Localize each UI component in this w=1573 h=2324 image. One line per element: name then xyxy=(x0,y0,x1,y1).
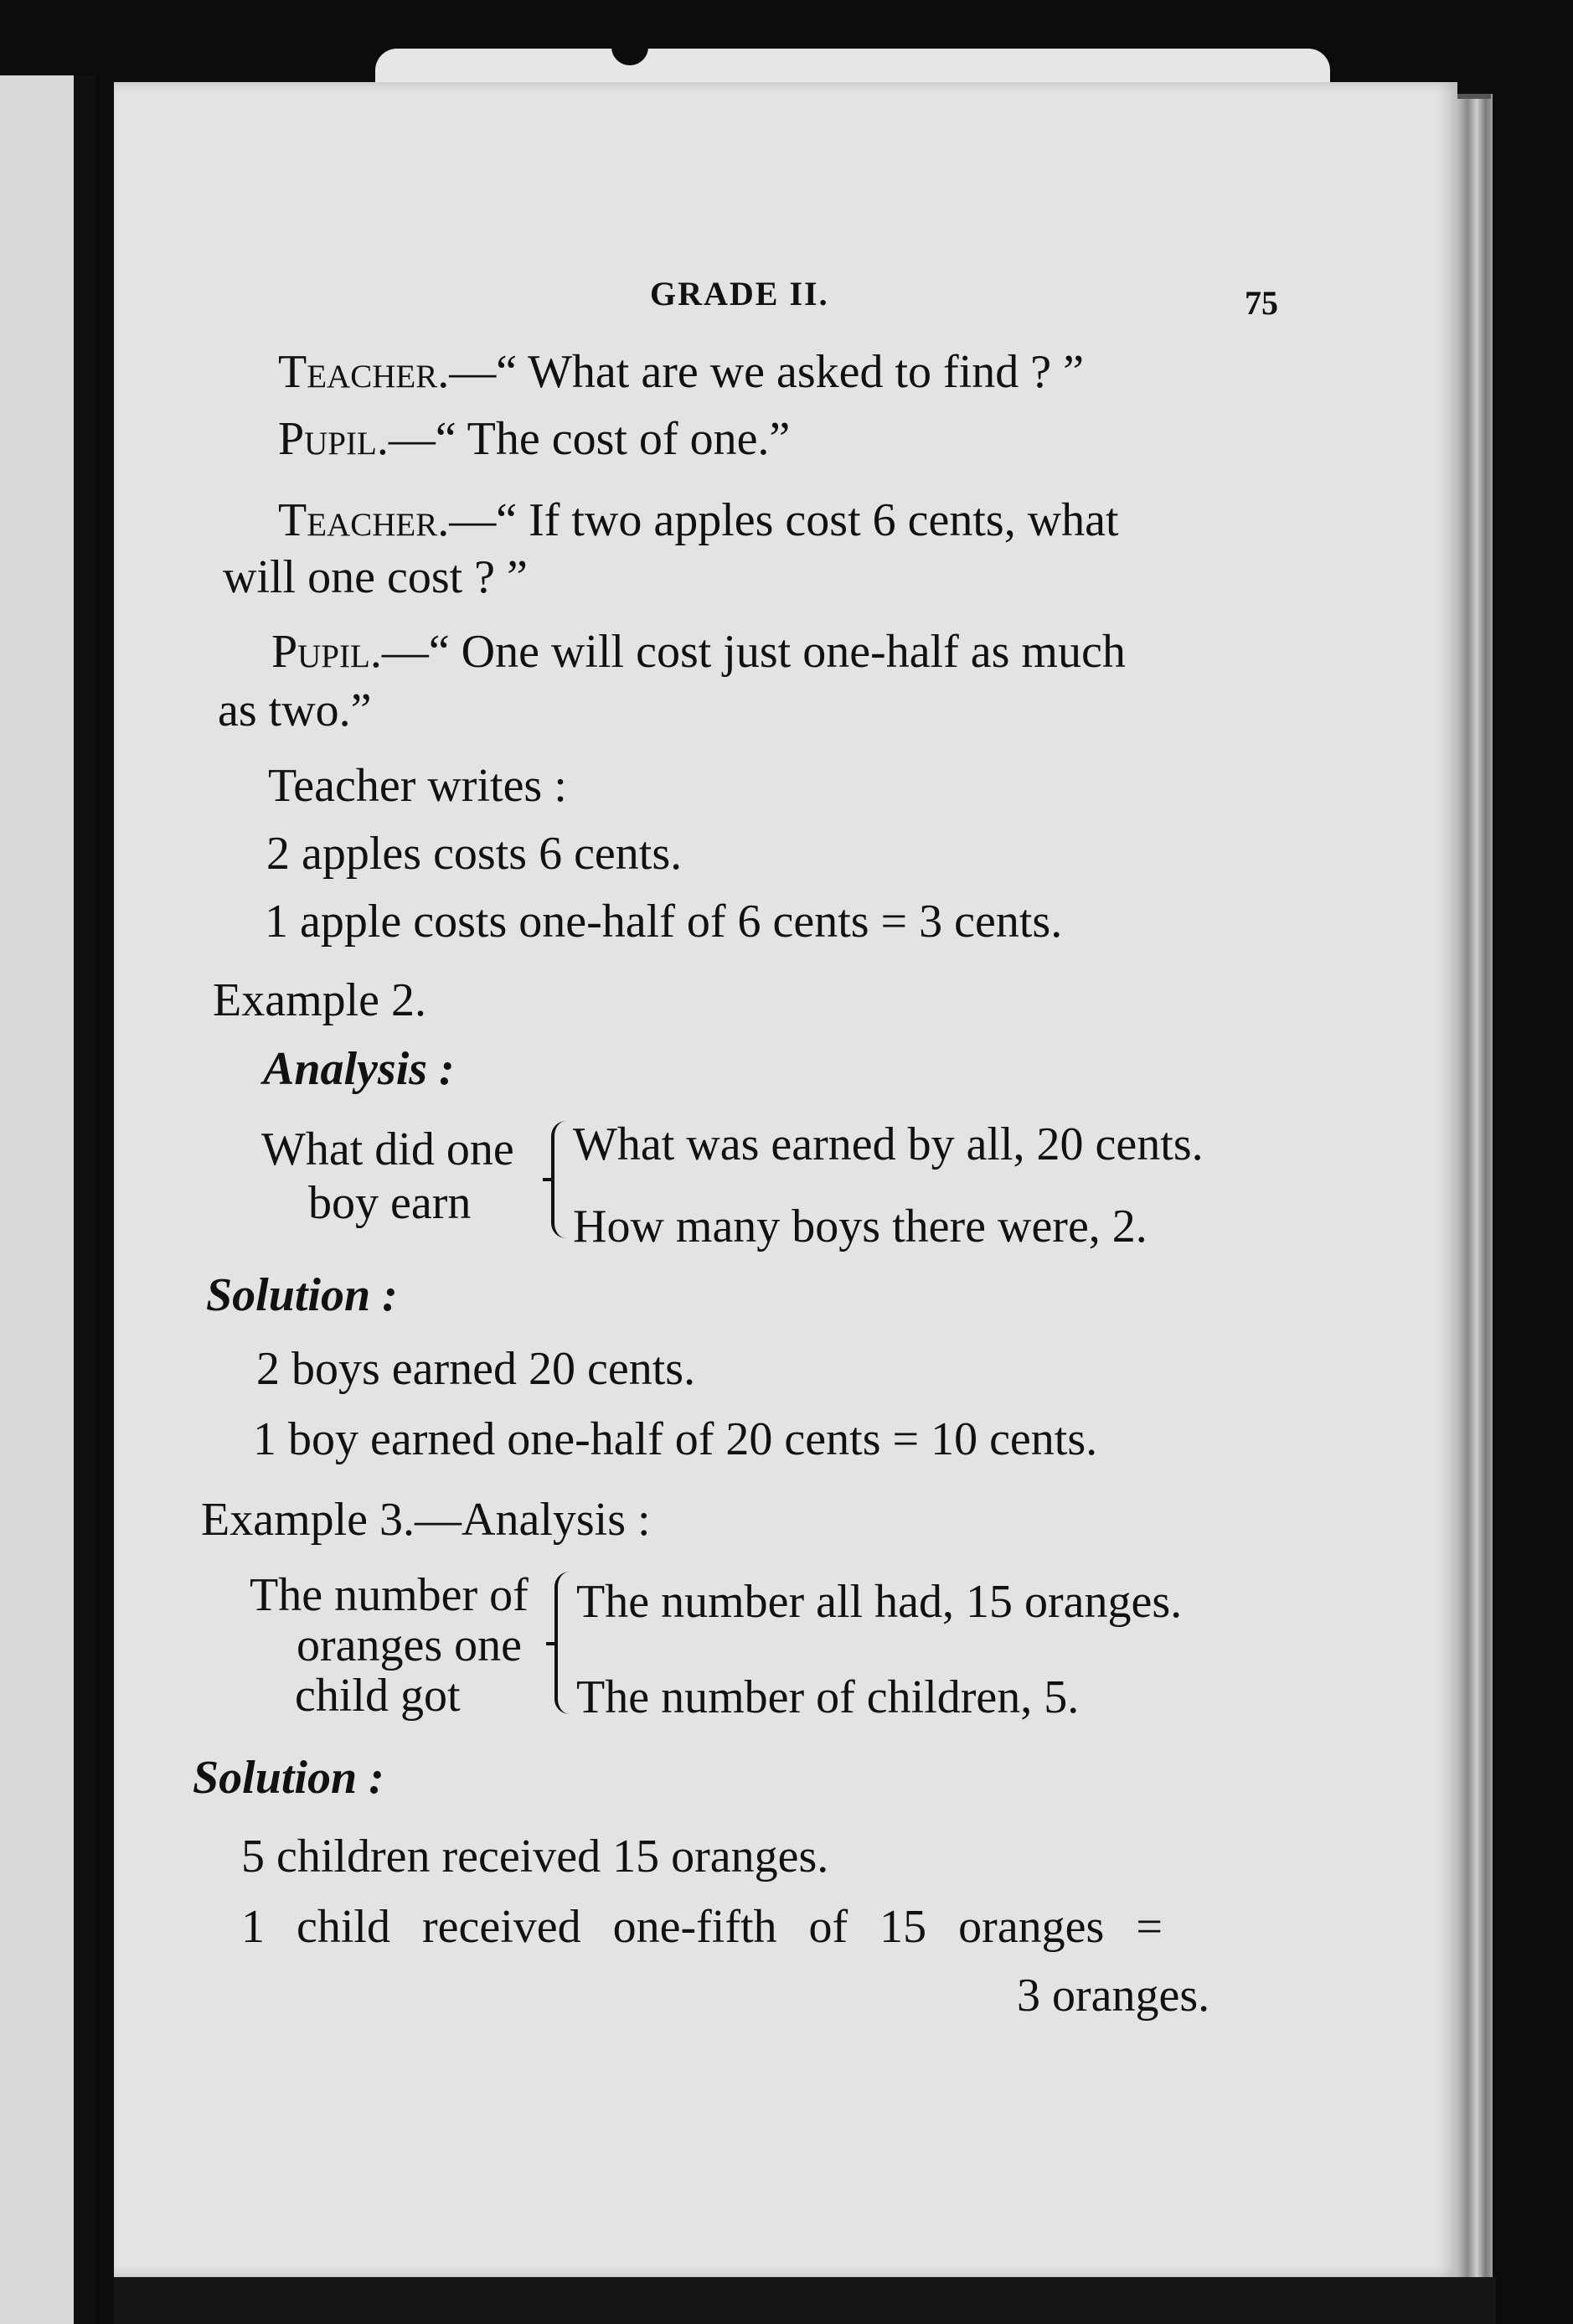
speaker-name: Pupil xyxy=(278,413,377,465)
example2-question-line-2: boy earn xyxy=(308,1177,472,1229)
brace-point xyxy=(543,1178,554,1181)
dialogue-continuation: will one cost ? ” xyxy=(223,551,528,603)
example3-question-line-1: The number of xyxy=(250,1569,529,1621)
example3-question-line-3: child got xyxy=(295,1670,461,1722)
dialogue-text: .—“ The cost of one.” xyxy=(376,413,791,465)
binding-shadow xyxy=(74,75,95,2324)
dialogue-text: .—“ One will cost just one-half as much xyxy=(369,626,1126,678)
solution-label: Solution : xyxy=(193,1752,384,1804)
book-page xyxy=(114,82,1457,2277)
example3-question-line-2: oranges one xyxy=(297,1619,523,1671)
example1-line-1: 2 apples costs 6 cents. xyxy=(266,828,683,880)
page-number: 75 xyxy=(1245,284,1278,322)
example1-line-2: 1 apple costs one-half of 6 cents = 3 cents. xyxy=(265,896,1063,948)
dialogue-line-3 xyxy=(278,494,1119,546)
brace-point xyxy=(546,1642,558,1645)
speaker-name: Pupil xyxy=(271,626,370,678)
dialogue-text: .—“ If two apples cost 6 cents, what xyxy=(437,494,1119,546)
example3-solution-line-1: 5 children received 15 oranges. xyxy=(241,1831,829,1882)
example2-solution-line-1: 2 boys earned 20 cents. xyxy=(256,1343,696,1395)
speaker-name: Teacher xyxy=(278,346,438,398)
teacher-writes-label: Teacher writes : xyxy=(268,760,567,812)
dialogue-text: .—“ What are we asked to find ? ” xyxy=(437,346,1084,398)
dialogue-line-4 xyxy=(271,626,1126,678)
dialogue-continuation: as two.” xyxy=(218,684,372,736)
solution-label: Solution : xyxy=(206,1269,398,1321)
speaker-name: Teacher xyxy=(278,494,438,546)
example2-solution-line-2: 1 boy earned one-half of 20 cents = 10 cents. xyxy=(253,1413,1098,1465)
dialogue-line-1 xyxy=(278,346,1084,398)
running-head: GRADE II. xyxy=(650,275,829,312)
page-stack-edge xyxy=(1457,94,1493,2306)
left-page-edge xyxy=(0,75,74,2324)
example2-heading: Example 2. xyxy=(213,974,427,1026)
example3-solution-line-2: 1 child received one-fifth of 15 oranges = xyxy=(241,1901,1163,1953)
example2-fact-2: How many boys there were, 2. xyxy=(573,1201,1148,1252)
example3-fact-1: The number all had, 15 oranges. xyxy=(576,1576,1183,1628)
analysis-label: Analysis : xyxy=(263,1043,455,1095)
example2-question-line-1: What did one xyxy=(261,1123,514,1175)
dialogue-line-2 xyxy=(278,413,791,465)
example3-heading: Example 3.—Analysis : xyxy=(201,1494,651,1546)
example3-solution-line-3: 3 oranges. xyxy=(1017,1970,1210,2022)
bottom-shadow xyxy=(114,2277,1496,2324)
example3-fact-2: The number of children, 5. xyxy=(576,1671,1080,1723)
example2-fact-1: What was earned by all, 20 cents. xyxy=(573,1118,1204,1170)
